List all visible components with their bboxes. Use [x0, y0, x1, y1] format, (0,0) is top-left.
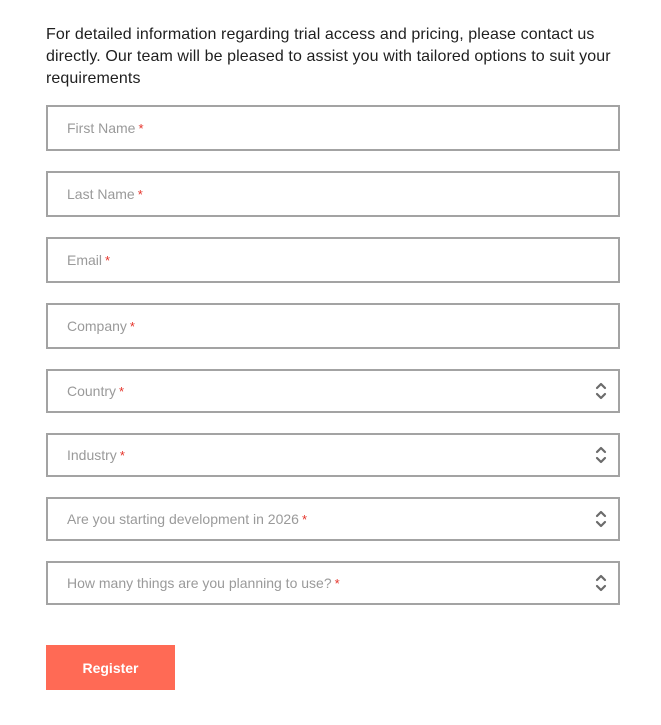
required-marker: *	[119, 383, 125, 399]
development-start-placeholder: Are you starting development in 2026	[67, 511, 299, 527]
select-chevrons-icon	[595, 381, 607, 401]
email-placeholder: Email	[67, 252, 103, 268]
planned-usage-placeholder: How many things are you planning to use?	[67, 575, 332, 591]
email-field[interactable]	[46, 237, 620, 283]
country-placeholder: Country	[67, 383, 117, 399]
required-marker: *	[301, 511, 307, 527]
company-placeholder: Company	[67, 318, 127, 334]
select-chevrons-icon	[595, 445, 607, 465]
required-marker: *	[119, 447, 125, 463]
development-start-select[interactable]	[46, 497, 620, 541]
required-marker: *	[334, 575, 340, 591]
registration-form	[46, 0, 620, 591]
select-chevrons-icon	[595, 573, 607, 593]
required-marker: *	[105, 252, 111, 268]
last-name-placeholder: Last Name	[67, 186, 135, 202]
planned-usage-select[interactable]	[46, 561, 620, 605]
required-marker: *	[129, 318, 135, 334]
last-name-field[interactable]	[46, 171, 620, 217]
industry-placeholder: Industry	[67, 447, 117, 463]
first-name-field[interactable]	[46, 105, 620, 151]
register-button[interactable]: Register	[46, 645, 175, 690]
industry-select[interactable]	[46, 433, 620, 477]
select-chevrons-icon	[595, 509, 607, 529]
country-select[interactable]	[46, 369, 620, 413]
intro-text: For detailed information regarding trial access and pricing, please contact us directly. Our team will be pleased to assist you with tailored options to suit your requirements	[46, 26, 611, 87]
first-name-placeholder: First Name	[67, 120, 136, 136]
company-field[interactable]	[46, 303, 620, 349]
required-marker: *	[137, 186, 143, 202]
required-marker: *	[138, 120, 144, 136]
